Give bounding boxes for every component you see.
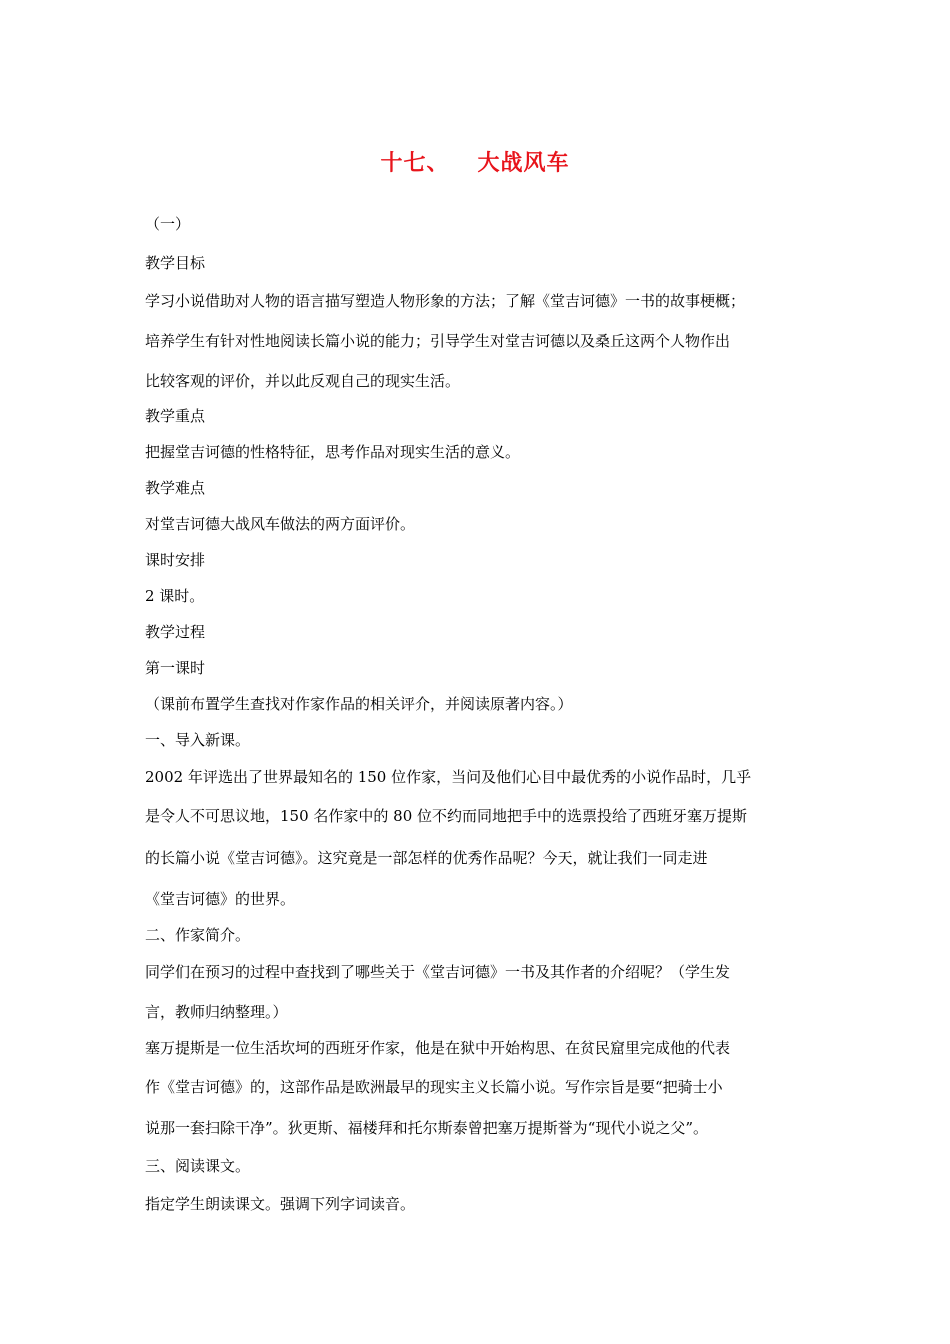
page-title — [0, 146, 950, 177]
heading-difficulties: 教学难点 — [145, 479, 206, 497]
paragraph-line: 《堂吉诃德》的世界。 — [145, 890, 296, 908]
paragraph-line: 2002 年评选出了世界最知名的 150 位作家，当问及他们心目中最优秀的小说作品时，几乎 — [145, 768, 752, 786]
paragraph-line: 的长篇小说《堂吉诃德》。这究竟是一部怎样的优秀作品呢？今天，就让我们一同走进 — [145, 849, 708, 867]
section-marker: （一） — [145, 215, 191, 233]
heading-schedule: 课时安排 — [145, 551, 206, 569]
paragraph-line: （课前布置学生查找对作家作品的相关评介，并阅读原著内容。） — [145, 695, 573, 713]
paragraph-line: 把握堂吉诃德的性格特征，思考作品对现实生活的意义。 — [145, 443, 521, 461]
paragraph-line: 对堂吉诃德大战风车做法的两方面评价。 — [145, 515, 416, 533]
heading-objectives: 教学目标 — [145, 254, 206, 272]
paragraph-line: 作《堂吉诃德》的，这部作品是欧洲最早的现实主义长篇小说。写作宗旨是要“把骑士小 — [145, 1078, 723, 1096]
heading-key-points: 教学重点 — [145, 407, 206, 425]
heading-process: 教学过程 — [145, 623, 206, 641]
paragraph-line: 说那一套扫除干净”。狄更斯、福楼拜和托尔斯泰曾把塞万提斯誉为“现代小说之父”。 — [145, 1119, 709, 1137]
paragraph-line: 是令人不可思议地，150 名作家中的 80 位不约而同地把手中的选票投给了西班牙塞万提斯 — [145, 807, 748, 825]
paragraph-line: 指定学生朗读课文。强调下列字词读音。 — [145, 1195, 416, 1213]
paragraph-line: 培养学生有针对性地阅读长篇小说的能力；引导学生对堂吉诃德以及桑丘这两个人物作出 — [145, 332, 731, 350]
paragraph-line: 比较客观的评价，并以此反观自己的现实生活。 — [145, 372, 461, 390]
paragraph-line: 同学们在预习的过程中查找到了哪些关于《堂吉诃德》一书及其作者的介绍呢？（学生发 — [145, 963, 731, 981]
paragraph-line: 言，教师归纳整理。） — [145, 1003, 288, 1021]
step-heading: 一、导入新课。 — [145, 731, 251, 749]
subheading-first-lesson: 第一课时 — [145, 659, 206, 677]
title-number: 十七、 — [380, 151, 450, 176]
step-heading: 二、作家简介。 — [145, 926, 251, 944]
step-heading: 三、阅读课文。 — [145, 1157, 251, 1175]
paragraph-line: 学习小说借助对人物的语言描写塑造人物形象的方法；了解《堂吉诃德》一书的故事梗概； — [145, 292, 746, 310]
title-text: 大战风车 — [477, 151, 570, 176]
paragraph-line: 2 课时。 — [145, 587, 205, 605]
paragraph-line: 塞万提斯是一位生活坎坷的西班牙作家，他是在狱中开始构思、在贫民窟里完成他的代表 — [145, 1039, 731, 1057]
